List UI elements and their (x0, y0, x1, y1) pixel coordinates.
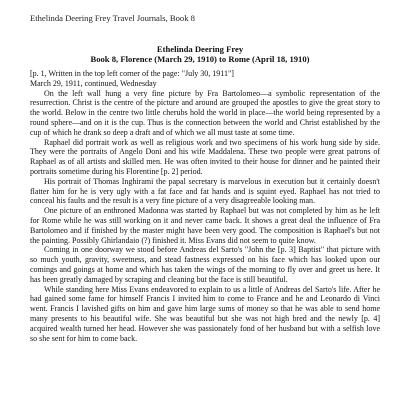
paragraph: Coming in one doorway we stood before Andreas del Sarto's "John the [p. 3] Baptist" that picture with so much youth, gravity, sweetness, and stead fastness expressed on his face which has looked upon our comings and goings at home and which has taken the wings of the morning to fly over and greet us here. It has been greatly damaged by scraping and cleaning but the face is still beautiful. (30, 245, 380, 284)
document-title (0, 44, 400, 64)
paragraph: Raphael did portrait work as well as religious work and two specimens of his work hung side by side. They were the portraits of Angelo Doni and his wife Maddalena. These two people were great patrons of Raphael as of all artists and skilled men. He was often invited to their house for dinner and he painted their portraits sometime during his Florentine [p. 2] period. (30, 137, 380, 176)
running-header: Ethelinda Deering Frey Travel Journals, Book 8 (30, 13, 195, 23)
paragraph: On the left wall hung a very fine picture by Fra Bartolomeo—a symbolic representation of the resurrection. Christ is the centre of the picture and around are grouped the apostles to give the great story to the world. Below in the centre two little cherubs hold the world in place—the world being represented by a round sphere—and on it is the cup. Thus is the connection between the world and Christ established by the cup of which he drank so deep a draft and of which we all must taste at some time. (30, 88, 380, 137)
journal-body (30, 69, 380, 343)
entry-date: March 29, 1911, continued, Wednesday (30, 78, 157, 88)
title-author: Ethelinda Deering Frey (156, 44, 244, 54)
paragraph: While standing here Miss Evans endeavored to explain to us a little of Andreas del Sarto's life. After he had gained some fame for himself Francis I invited him to come to France and he and Leonardo di Vinci went. Francis I lavished gifts on him and gave him large sums of money so that he was able to send home many presents to his beautiful wife. She was beautiful but she was not high bred and the newly [p. 4] acquired wealth turned her head. However she was passionately fond of her husband but with a selfish love so she sent for him to come back. (30, 284, 380, 343)
page-note: [p. 1, Written in the top left corner of the page: "July 30, 1911"] (30, 69, 234, 78)
title-book-range: Book 8, Florence (March 29, 1910) to Rome (April 18, 1910) (90, 54, 310, 64)
paragraph: One picture of an enthroned Madonna was started by Raphael but was not completed by him as he left for Rome while he was still working on it and never came back. It shows a great deal the influence of Fra Bartolomeo and if finished by the master might have been very good. The composition is Raphael's but not the painting. Possibly Ghirlandaio (?) finished it. Miss Evans did not seem to quite know. (30, 206, 380, 245)
paragraph: His portrait of Thomas Inghirami the papal secretary is marvelous in execution but it certainly doesn't flatter him for he is very ugly with a fat face and fat hands and is squint eyed. Raphael has not tried to conceal his faults and the result is a very fine picture of a very disagreeable looking man. (30, 176, 380, 206)
